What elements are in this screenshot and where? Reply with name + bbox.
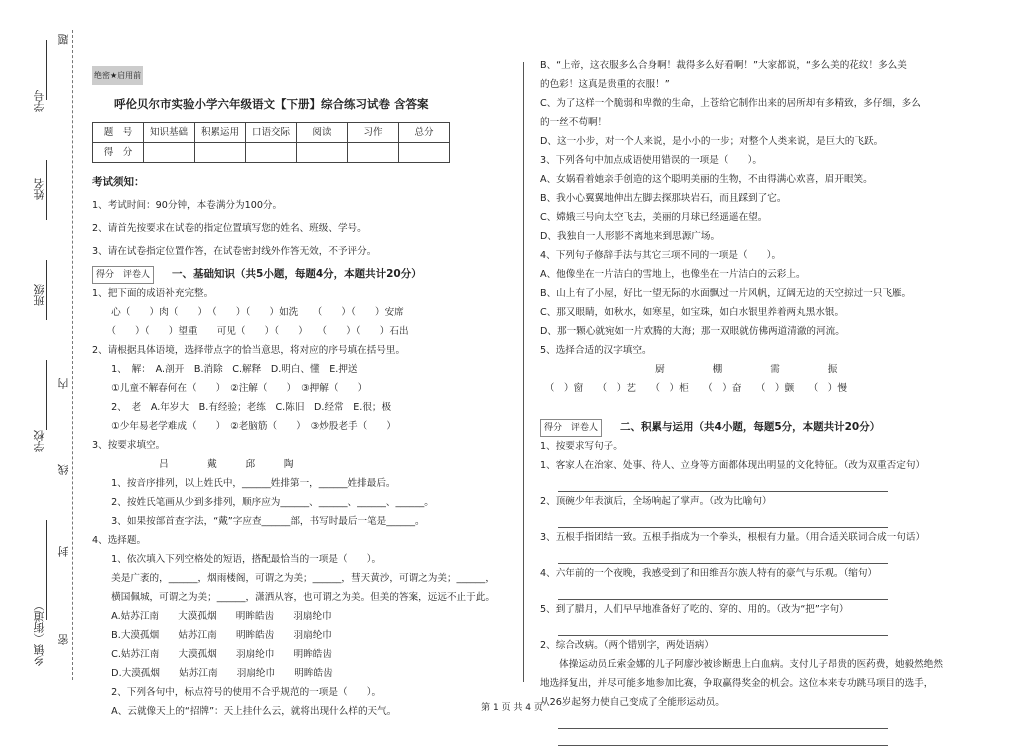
section-title: 一、基础知识（共5小题，每题4分，本题共计20分） (172, 268, 422, 280)
question-line: 5、选择合适的汉字填空。 (540, 345, 652, 356)
question-line: 2、顶碗少年表演后，全场响起了掌声。（改为比喻句） (540, 496, 772, 507)
question-line: 1、把下面的成语补充完整。 (92, 288, 214, 299)
student-id-label: 学号 (33, 90, 46, 112)
town-label: 乡镇（街道） (33, 600, 46, 666)
score-cell (195, 143, 246, 163)
exam-title: 呼伦贝尔市实验小学六年级语文【下册】综合练习试卷 含答案 (114, 97, 429, 111)
grader-box: 得分 评卷人 (92, 266, 154, 284)
question-line: A、女娲看着她亲手创造的这个聪明美丽的生物，不由得满心欢喜，眉开眼笑。 (540, 174, 873, 185)
seal-line (72, 30, 73, 680)
question-line: 2、请根据具体语境，选择带点字的恰当意思，将对应的序号填在括号里。 (92, 345, 406, 356)
question-line: B、山上有了小屋，好比一望无际的水面飘过一片风帆，辽阔无边的天空掠过一只飞雁。 (540, 288, 912, 299)
score-header: 积累运用 (195, 123, 246, 143)
question-line: 横国佩城，可谓之为美；______，潇洒从容，也可谓之为美。但美的答案，远远不止于此。 (92, 592, 495, 603)
secret-mark: 绝密★启用前 (92, 66, 143, 85)
question-line: B、“上帝，这衣服多么合身啊！裁得多么好看啊！”大家都说，“多么美的花纹！多么美 (540, 60, 907, 71)
question-line: 2、下列各句中，标点符号的使用不合乎规范的一项是（ ）。 (92, 687, 382, 698)
question-line: 2、 老 A.年岁大 B.有经验；老练 C.陈旧 D.经常 E.很；极 (92, 402, 392, 413)
question-line: 2、按姓氏笔画从少到多排列，顺序应为______、______、______、______。 (92, 497, 434, 508)
score-header: 知识基础 (144, 123, 195, 143)
name-label: 姓名 (33, 178, 46, 200)
question-line: （ ）（ ）望重 可见（ ）（ ） （ ）（ ）石出 (92, 326, 409, 337)
school-label: 学校 (33, 430, 46, 452)
seal-char: 内 (57, 378, 70, 389)
question-line: 3、五根手指团结一致。五根手指成为一个拳头，根根有力量。（用合适关联词合成一句话） (540, 532, 926, 543)
section-title: 二、积累与运用（共4小题，每题5分，本题共计20分） (620, 421, 881, 433)
question-line: D、我独自一人形影不离地来到思源广场。 (540, 231, 721, 242)
binding-margin (0, 0, 80, 722)
question-line: 5、到了腊月，人们早早地准备好了吃的、穿的、用的。（改为“把”字句） (540, 604, 849, 615)
answer-line[interactable] (558, 729, 888, 746)
question-line: 的色彩！这真是贵重的衣服！” (540, 79, 670, 90)
question-line: 3、下列各句中加点成语使用错误的一项是（ ）。 (540, 155, 762, 166)
score-cell (399, 143, 450, 163)
answer-line[interactable] (558, 547, 888, 564)
score-header: 习作 (348, 123, 399, 143)
question-line: C、那又眼睛，如秋水，如寒星，如宝珠，如白水银里养着两丸黑水银。 (540, 307, 845, 318)
question-line: 厨 棚 需 振 (540, 364, 838, 375)
notice-item: 3、请在试卷指定位置作答，在试卷密封线外作答无效，不予评分。 (92, 246, 377, 257)
question-line: 美是广袤的，______，烟雨楼阁，可谓之为美；______，彗天黄沙，可谓之为美；______， (92, 573, 495, 584)
notice-heading: 考试须知： (92, 176, 145, 188)
right-column (540, 56, 980, 746)
question-line: 从26岁起努力使自己变成了全能形运动员。 (540, 697, 725, 708)
question-line: B.大漠孤烟 姑苏江南 明眸皓齿 羽扇纶巾 (92, 630, 332, 641)
question-line: B、我小心翼翼地伸出左脚去探那块岩石，而且踩到了它。 (540, 193, 787, 204)
question-line: 1、按要求写句子。 (540, 441, 623, 452)
question-line: 2、综合改病。（两个错别字，两处语病） (540, 640, 714, 651)
question-line: D、那一颗心就宛如一片欢腾的大海；那一双眼就仿佛两道清澈的河流。 (540, 326, 845, 337)
question-line: 地选择复出，并尽可能多地参加比赛，争取赢得奖金的机会。这位本来专功跳马项目的选手， (540, 678, 934, 689)
seal-char: 密 (57, 634, 70, 645)
notice-item: 1、考试时间：90分钟，本卷满分为100分。 (92, 200, 283, 211)
question-line: 吕 戴 邱 陶 (92, 459, 294, 470)
answer-line[interactable] (558, 619, 888, 636)
question-line: 3、按要求填空。 (92, 440, 166, 451)
question-line: A.姑苏江南 大漠孤烟 明眸皓齿 羽扇纶巾 (92, 611, 332, 622)
question-line: 3、如果按部首查字法，“戴”字应查______部，书写时最后一笔是______。 (92, 516, 425, 527)
question-line: （ ）窗 （ ）艺 （ ）柜 （ ）奋 （ ）颤 （ ）慢 (540, 383, 847, 394)
score-cell (348, 143, 399, 163)
question-line: 4、下列句子修辞手法与其它三项不同的一项是（ ）。 (540, 250, 782, 261)
question-line: C、为了这样一个脆弱和卑微的生命，上苍给它制作出来的居所却有多精致，多仔细，多么 (540, 98, 921, 109)
score-header: 题 号 (93, 123, 144, 143)
question-line: ①儿童不解春何在（ ） ②注解（ ） ③押解（ ） (92, 383, 368, 394)
notice-item: 2、请首先按要求在试卷的指定位置填写您的姓名、班级、学号。 (92, 223, 367, 234)
margin-label: 题 (57, 34, 70, 45)
question-line: 的一丝不苟啊！ (540, 117, 608, 128)
question-line: A、他像坐在一片洁白的雪地上，也像坐在一片洁白的云彩上。 (540, 269, 806, 280)
question-line: 4、选择题。 (92, 535, 147, 546)
grader-box: 得分 评卷人 (540, 419, 602, 437)
score-header: 总分 (399, 123, 450, 143)
question-line: C、嫦娥三号向太空飞去，美丽的月球已经遥遥在望。 (540, 212, 768, 223)
score-header: 口语交际 (246, 123, 297, 143)
section-header (92, 265, 512, 284)
page-footer: 第 1 页 共 4 页 (481, 703, 543, 713)
question-line: 体操运动员丘索金娜的儿子阿廖沙被诊断患上白血病。支付儿子昂贵的医药费，她毅然绝然 (540, 659, 943, 670)
question-line: 1、依次填入下列空格处的短语，搭配最恰当的一项是（ ）。 (92, 554, 382, 565)
question-line: 1、客家人在治家、处事、待人、立身等方面都体现出明显的文化特征。（改为双重否定句） (540, 460, 926, 471)
score-row-label: 得 分 (93, 143, 144, 163)
score-cell (144, 143, 195, 163)
question-line: C.姑苏江南 大漠孤烟 羽扇纶巾 明眸皓齿 (92, 649, 332, 660)
answer-line[interactable] (558, 475, 888, 492)
section-header (540, 418, 980, 437)
question-line: D.大漠孤烟 姑苏江南 羽扇纶巾 明眸皓齿 (92, 668, 333, 679)
question-line: 1、按音序排列，以上姓氏中，______姓排第一，______姓排最后。 (92, 478, 396, 489)
column-divider (523, 62, 524, 682)
class-label: 班级 (33, 284, 46, 306)
score-header: 阅读 (297, 123, 348, 143)
seal-char: 线 (57, 464, 70, 475)
score-cell (297, 143, 348, 163)
question-line: 4、六年前的一个夜晚，我感受到了和田维吾尔族人特有的豪气与乐观。（缩句） (540, 568, 878, 579)
question-line: ①少年易老学难成（ ） ②老脑筋（ ） ③炒股老手（ ） (92, 421, 397, 432)
answer-line[interactable] (558, 511, 888, 528)
seal-char: 封 (57, 546, 70, 557)
score-table (92, 122, 450, 163)
score-cell (246, 143, 297, 163)
question-line: D、这一小步，对一个人来说，是小小的一步；对整个人类来说，是巨大的飞跃。 (540, 136, 884, 147)
answer-line[interactable] (558, 583, 888, 600)
question-line: 1、 解： A.剖开 B.消除 C.解释 D.明白、懂 E.押送 (92, 364, 358, 375)
question-line: 心（ ）肉（ ） （ ）（ ）如洗 （ ）（ ）安席 (92, 307, 404, 318)
left-column (92, 64, 512, 721)
question-line: A、云就像天上的“招牌”：天上挂什么云，就将出现什么样的天气。 (92, 706, 397, 717)
underline (46, 360, 47, 430)
answer-line[interactable] (558, 712, 888, 729)
